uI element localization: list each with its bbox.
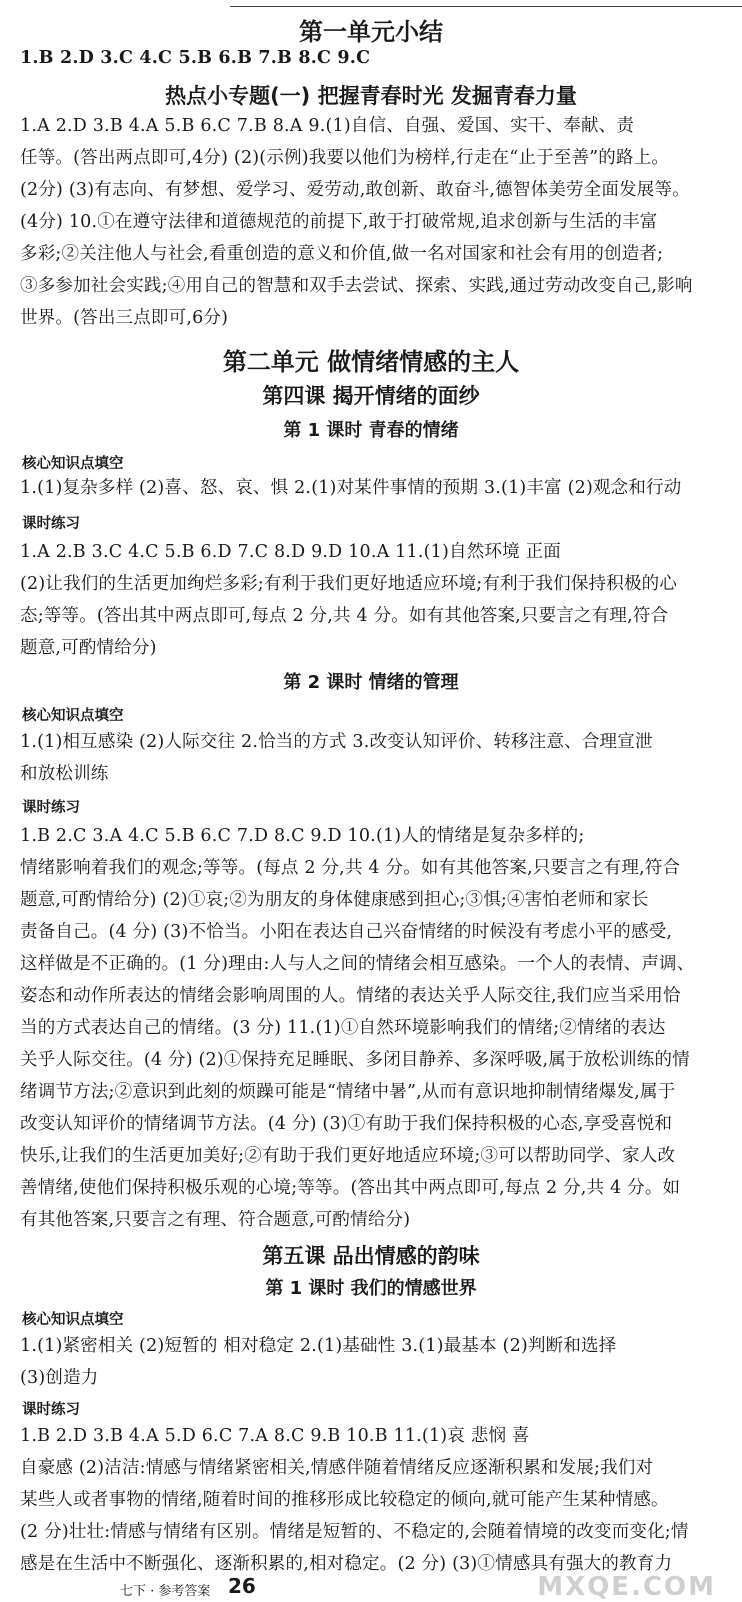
header-rule <box>230 6 742 7</box>
practice-line: 自豪感 (2)洁洁:情感与情绪紧密相关,情感伴随着情绪反应逐渐积累和发展;我们对 <box>20 1458 654 1478</box>
footer-label: 七下 · 参考答案 <box>120 1584 211 1599</box>
fill-line: 1.(1)相互感染 (2)人际交往 2.恰当的方式 3.改变认知评价、转移注意、合理宣泄 <box>20 732 653 752</box>
unit2-title: 第二单元 做情绪情感的主人 <box>222 348 520 376</box>
practice-line: 1.B 2.D 3.B 4.A 5.D 6.C 7.A 8.C 9.B 10.B 11.(1)哀 悲悯 喜 <box>20 1426 530 1446</box>
lesson4-period2-title: 第 2 课时 情绪的管理 <box>283 672 459 693</box>
practice-line: 姿态和动作所表达的情绪会影响周围的人。情绪的表达关乎人际交往,我们应当采用恰 <box>20 986 681 1006</box>
practice-line: 有其他答案,只要言之有理、符合题意,可酌情给分) <box>20 1210 411 1230</box>
hot-topic-line: 1.A 2.D 3.B 4.A 5.B 6.C 7.B 8.A 9.(1)自信、自强、爱国、实干、奉献、责 <box>20 116 635 136</box>
fill-line: 1.(1)复杂多样 (2)喜、怒、哀、惧 2.(1)对某件事情的预期 3.(1)丰富 (2)观念和行动 <box>20 478 682 498</box>
practice-line: 快乐,让我们的生活更加美好;②有助于我们更好地适应环境;③可以帮助同学、家人改 <box>20 1146 676 1166</box>
hot-topic-line: ③多参加社会实践;④用自己的智慧和双手去尝试、探索、实践,通过劳动改变自己,影响 <box>20 276 693 296</box>
hot-topic-line: 任等。(答出两点即可,4分) (2)(示例)我要以他们为榜样,行走在“止于至善”的路上。 <box>20 148 670 168</box>
practice-line: 关乎人际交往。(4 分) (2)①保持充足睡眠、多闭目静养、多深呼吸,属于放松训练的情 <box>20 1050 690 1070</box>
practice-line: 责备自己。(4 分) (3)不恰当。小阳在表达自己兴奋情绪的时候没有考虑小平的感受, <box>20 922 673 942</box>
practice-line: 情绪影响着我们的观念;等等。(每点 2 分,共 4 分。如有其他答案,只要言之有理,符合 <box>20 858 681 878</box>
lesson4-title: 第四课 揭开情绪的面纱 <box>262 384 480 408</box>
hot-topic-line: (2分) (3)有志向、有梦想、爱学习、爱劳动,敢创新、敢奋斗,德智体美劳全面发展等。 <box>20 180 690 200</box>
section-label-practice: 课时练习 <box>22 800 80 816</box>
practice-line: (2)让我们的生活更加绚烂多彩;有利于我们更好地适应环境;有利于我们保持积极的心 <box>20 574 678 594</box>
practice-line: 感是在生活中不断强化、逐渐积累的,相对稳定。(2 分) (3)①情感具有强大的教育力 <box>20 1554 673 1574</box>
fill-line: 1.(1)紧密相关 (2)短暂的 相对稳定 2.(1)基础性 3.(1)最基本 (2)判断和选择 <box>20 1336 617 1356</box>
hot-topic-line: 世界。(答出三点即可,6分) <box>20 308 229 328</box>
practice-line: 当的方式表达自己的情绪。(3 分) 11.(1)①自然环境影响我们的情绪;②情绪的表达 <box>20 1018 666 1038</box>
practice-line: 题意,可酌情给分) (2)①哀;②为朋友的身体健康感到担心;③惧;④害怕老师和家长 <box>20 890 649 910</box>
fill-line: (3)创造力 <box>20 1368 99 1388</box>
practice-line: 改变认知评价的情绪调节方法。(4 分) (3)①有助于我们保持积极的心态,享受喜悦和 <box>20 1114 673 1134</box>
practice-line: 善情绪,使他们保持积极乐观的心境;等等。(答出其中两点即可,每点 2 分,共 4 分。如 <box>20 1178 681 1198</box>
page-number: 26 <box>228 1574 256 1598</box>
lesson4-period1-title: 第 1 课时 青春的情绪 <box>283 420 459 441</box>
watermark: MXQE.COM <box>537 1572 716 1602</box>
unit1-summary-answers: 1.B 2.D 3.C 4.C 5.B 6.B 7.B 8.C 9.C <box>20 48 371 68</box>
hot-topic-line: 多彩;②关注他人与社会,看重创造的意义和价值,做一名对国家和社会有用的创造者; <box>20 244 664 264</box>
lesson5-title: 第五课 品出情感的韵味 <box>262 1244 480 1268</box>
practice-line: 题意,可酌情给分) <box>20 638 157 658</box>
practice-line: 1.A 2.B 3.C 4.C 5.B 6.D 7.C 8.D 9.D 10.A 11.(1)自然环境 正面 <box>20 542 561 562</box>
practice-line: 这样做是不正确的。(1 分)理由:人与人之间的情绪会相互感染。一个人的表情、声调、 <box>20 954 695 974</box>
section-label-fill: 核心知识点填空 <box>22 456 124 472</box>
practice-line: 某些人或者事物的情绪,随着时间的推移形成比较稳定的倾向,就可能产生某种情感。 <box>20 1490 669 1510</box>
section-label-practice: 课时练习 <box>22 516 80 532</box>
practice-line: 1.B 2.C 3.A 4.C 5.B 6.C 7.D 8.C 9.D 10.(1)人的情绪是复杂多样的; <box>20 826 585 846</box>
lesson5-period1-title: 第 1 课时 我们的情感世界 <box>265 1278 477 1299</box>
hot-topic-title: 热点小专题(一) 把握青春时光 发掘青春力量 <box>165 84 577 108</box>
section-label-fill: 核心知识点填空 <box>22 1312 124 1328</box>
section-label-fill: 核心知识点填空 <box>22 708 124 724</box>
hot-topic-line: (4分) 10.①在遵守法律和道德规范的前提下,敢于打破常规,追求创新与生活的丰富 <box>20 212 658 232</box>
practice-line: (2 分)壮壮:情感与情绪有区别。情绪是短暂的、不稳定的,会随着情境的改变而变化;情 <box>20 1522 689 1542</box>
unit1-summary-title: 第一单元小结 <box>299 18 443 46</box>
section-label-practice: 课时练习 <box>22 1402 80 1418</box>
fill-line: 和放松训练 <box>20 764 109 784</box>
practice-line: 绪调节方法;②意识到此刻的烦躁可能是“情绪中暑”,从而有意识地抑制情绪爆发,属于 <box>20 1082 676 1102</box>
practice-line: 态;等等。(答出其中两点即可,每点 2 分,共 4 分。如有其他答案,只要言之有理,符合 <box>20 606 669 626</box>
